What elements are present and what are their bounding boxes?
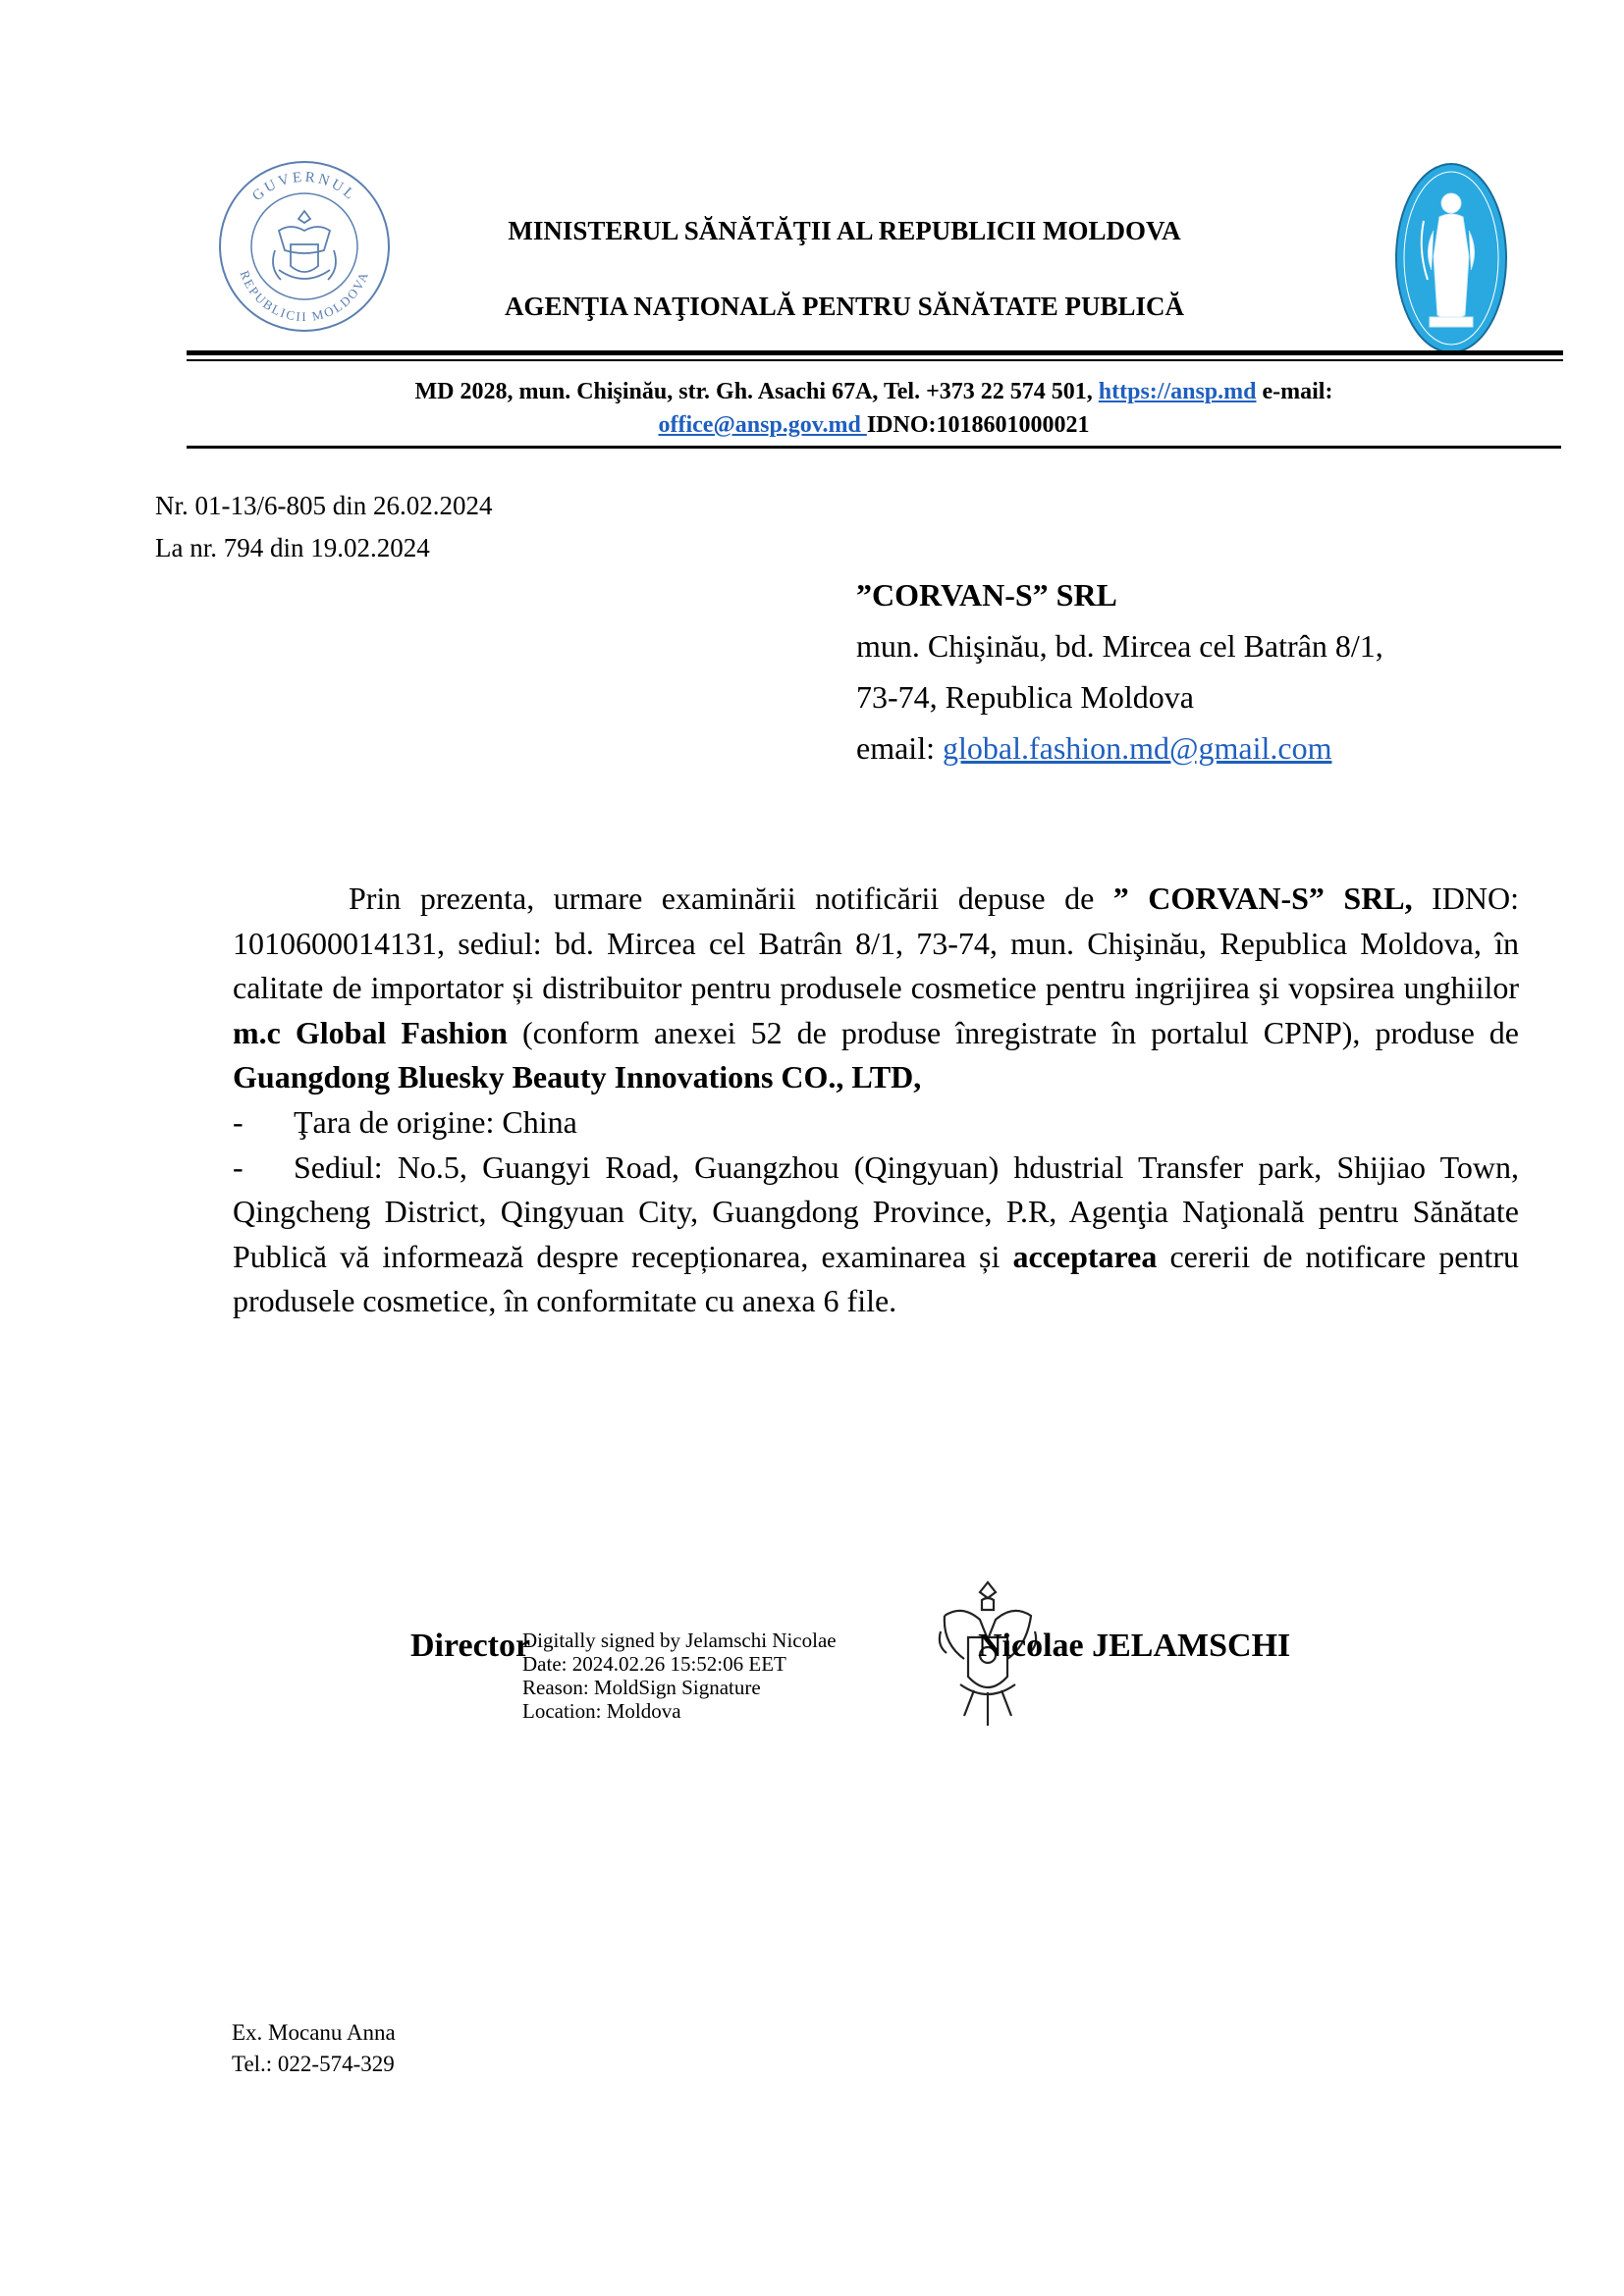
body-list-item: [233, 1146, 1519, 1324]
header-rule-thick: [187, 350, 1563, 355]
body-text-run: IDNO: 1010600014131, sediul: bd. Mircea cel Batrân 8/1, 73-74, mun. Chişinău, Republica Moldova, în calitate de importator și distribuitor pentru produsele cosmetice pentru ingrijirea şi vopsirea unghiilor: [233, 881, 1520, 1006]
list-dash: -: [233, 1148, 244, 1185]
contact-rule: [187, 446, 1561, 449]
agency-email-link[interactable]: office@ansp.gov.md: [658, 412, 867, 438]
outgoing-reference: Nr. 01-13/6-805 din 26.02.2024: [155, 491, 493, 520]
body-text-run: Sediul: No.5, Guangyi Road, Guangzhou (Qingyuan) hdustrial Transfer park, Shijiao Town, Qingcheng District, Qingyuan City, Guangdong Province, P.R, Agenţia Naţională pentru Sănătate Publică vă informează despre recepționarea, examinarea și: [233, 1148, 1519, 1274]
acceptance-word: acceptarea: [1012, 1238, 1158, 1274]
letter-body: [233, 877, 1519, 1324]
agency-idno: IDNO:1018601000021: [866, 412, 1090, 438]
body-list-item: [233, 1100, 1519, 1146]
agency-website-link[interactable]: https://ansp.md: [1098, 379, 1257, 404]
body-text-run: Prin prezenta, urmare examinării notificării depuse de: [349, 881, 1113, 916]
addressee-address-line-1: mun. Chişinău, bd. Mircea cel Batrân 8/1,: [856, 628, 1383, 664]
email-label: e-mail:: [1256, 379, 1333, 404]
digital-signature-location: Location: Moldova: [522, 1699, 681, 1723]
svg-text:GUVERNUL: GUVERNUL: [249, 169, 359, 205]
digital-signature-line: Digitally signed by Jelamschi Nicolae: [522, 1629, 837, 1652]
country-of-origin: Ţara de origine: China: [294, 1103, 577, 1140]
list-dash: -: [233, 1103, 244, 1140]
executor-name: Ex. Mocanu Anna: [232, 2020, 396, 2045]
incoming-reference: La nr. 794 din 19.02.2024: [155, 533, 430, 562]
addressee-email-link[interactable]: global.fashion.md@gmail.com: [942, 730, 1332, 766]
government-seal: [218, 160, 391, 333]
agency-address: MD 2028, mun. Chişinău, str. Gh. Asachi 67A, Tel. +373 22 574 501,: [414, 379, 1099, 404]
agency-contact-line: [187, 379, 1561, 405]
executor-phone: Tel.: 022-574-329: [232, 2052, 395, 2076]
agency-contact-line-2: [187, 412, 1561, 439]
digital-signature-date: Date: 2024.02.26 15:52:06 EET: [522, 1652, 786, 1676]
addressee-address-line-2: 73-74, Republica Moldova: [856, 679, 1194, 715]
svg-text:REPUBLICII MOLDOVA: REPUBLICII MOLDOVA: [237, 268, 372, 325]
digital-signature-block: [522, 1629, 837, 1723]
brand-name: m.c Global Fashion: [233, 1014, 508, 1050]
body-text-run: (conform anexei 52 de produse înregistrate în portalul CPNP), produse de: [507, 1014, 1520, 1050]
director-name: Nicolae JELAMSCHI: [978, 1628, 1291, 1664]
manufacturer-name: Guangdong Bluesky Beauty Innovations CO., LTD,: [233, 1059, 922, 1095]
digital-signature-reason: Reason: MoldSign Signature: [522, 1676, 761, 1699]
header-rule-thin: [187, 359, 1563, 361]
ministry-title: MINISTERUL SĂNĂTĂŢII AL REPUBLICII MOLDOVA: [508, 216, 1181, 245]
director-label: Director: [410, 1628, 531, 1664]
body-text-run: cererii de notificare pentru produsele cosmetice, în conformitate cu anexa 6 file.: [233, 1238, 1520, 1319]
addressee-email-line: [856, 730, 1331, 767]
addressee-email-label: email:: [856, 730, 943, 766]
company-name: ” CORVAN-S” SRL,: [1112, 881, 1413, 916]
addressee-name: ”CORVAN-S” SRL: [856, 577, 1117, 613]
agency-title: AGENŢIA NAŢIONALĂ PENTRU SĂNĂTATE PUBLICĂ: [504, 292, 1185, 321]
ansp-logo: [1394, 162, 1508, 354]
body-paragraph: [233, 877, 1519, 1100]
